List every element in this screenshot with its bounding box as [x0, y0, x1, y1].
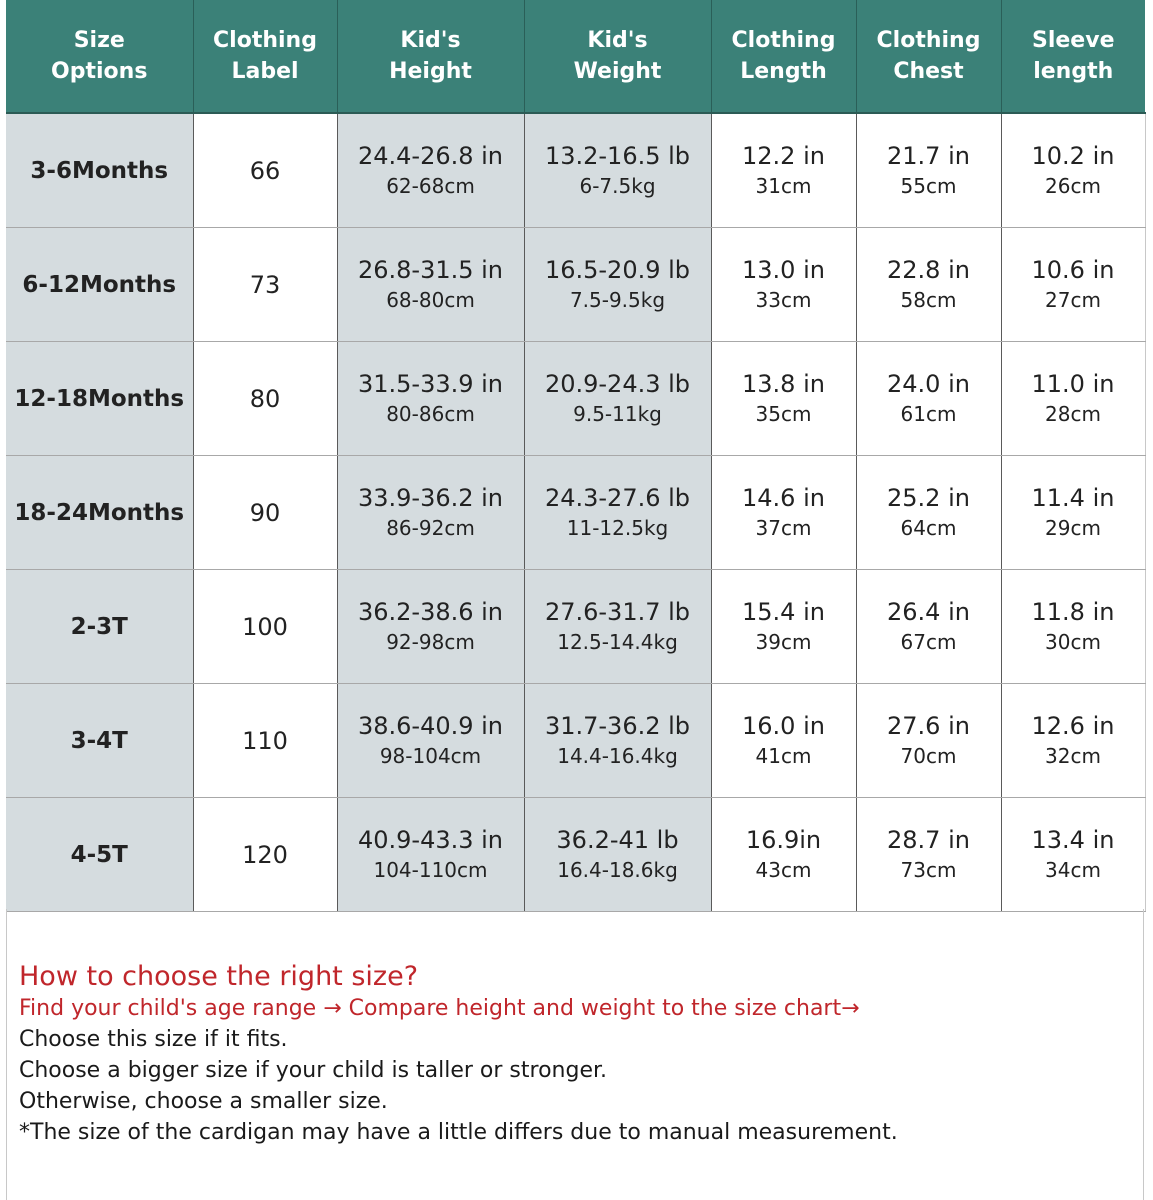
sleeve-in: 11.8 in	[1031, 598, 1115, 626]
size-option-cell: 2-3T	[6, 570, 193, 684]
height-cm: 80-86cm	[386, 402, 475, 426]
height-in: 40.9-43.3 in	[357, 826, 504, 854]
chest-in: 27.6 in	[887, 712, 970, 740]
height-in: 38.6-40.9 in	[357, 712, 504, 740]
notes-steps: Find your child's age range → Compare height and weight to the size chart→	[19, 996, 860, 1021]
sleeve-cell	[1001, 113, 1145, 228]
sleeve-in: 12.6 in	[1031, 712, 1115, 740]
sleeve-cm: 30cm	[1045, 630, 1101, 654]
size-option-cell: 12-18Months	[6, 342, 193, 456]
size-option-cell: 3-6Months	[6, 113, 193, 228]
chest-in: 24.0 in	[887, 370, 970, 398]
chest-cm: 58cm	[900, 288, 957, 312]
length-in: 16.0 in	[742, 712, 825, 740]
clothing-label-cell: 66	[193, 113, 337, 228]
header-kids-weight: Kid's Weight	[524, 0, 711, 113]
size-option-cell: 18-24Months	[6, 456, 193, 570]
size-guide-notes	[6, 909, 1144, 1200]
height-cell	[337, 113, 524, 228]
sleeve-cm: 27cm	[1045, 288, 1101, 312]
size-option-cell: 6-12Months	[6, 228, 193, 342]
weight-lb: 13.2-16.5 lb	[544, 142, 691, 170]
length-cm: 33cm	[755, 288, 812, 312]
header-size-options: Size Options	[6, 0, 193, 113]
chest-in: 28.7 in	[887, 826, 970, 854]
table-row	[6, 228, 1145, 342]
weight-kg: 12.5-14.4kg	[557, 630, 678, 654]
length-cm: 39cm	[755, 630, 812, 654]
weight-lb: 20.9-24.3 lb	[544, 370, 691, 398]
chest-cm: 61cm	[900, 402, 957, 426]
table-row	[6, 113, 1145, 228]
chest-cm: 64cm	[900, 516, 957, 540]
chest-in: 25.2 in	[887, 484, 970, 512]
height-cell	[337, 228, 524, 342]
chest-cell	[856, 798, 1001, 912]
height-cell	[337, 798, 524, 912]
sleeve-in: 10.6 in	[1031, 256, 1115, 284]
height-in: 36.2-38.6 in	[357, 598, 504, 626]
length-cell	[711, 113, 856, 228]
height-cm: 62-68cm	[386, 174, 475, 198]
length-cell	[711, 570, 856, 684]
length-cm: 31cm	[755, 174, 812, 198]
chest-cell	[856, 570, 1001, 684]
sleeve-cell	[1001, 228, 1145, 342]
table-row	[6, 570, 1145, 684]
weight-cell	[524, 570, 711, 684]
length-cell	[711, 342, 856, 456]
height-cell	[337, 456, 524, 570]
height-cm: 92-98cm	[386, 630, 475, 654]
header-sleeve-length: Sleeve length	[1001, 0, 1145, 113]
length-in: 12.2 in	[742, 142, 825, 170]
table-row	[6, 456, 1145, 570]
header-row	[6, 0, 1145, 113]
chest-cell	[856, 342, 1001, 456]
sleeve-cell	[1001, 342, 1145, 456]
size-option-cell: 4-5T	[6, 798, 193, 912]
notes-line: *The size of the cardigan may have a little differs due to manual measurement.	[19, 1120, 898, 1145]
height-cm: 104-110cm	[373, 858, 488, 882]
weight-kg: 9.5-11kg	[573, 402, 662, 426]
header-kids-height: Kid's Height	[337, 0, 524, 113]
table-row	[6, 798, 1145, 912]
height-cell	[337, 342, 524, 456]
weight-kg: 16.4-18.6kg	[557, 858, 678, 882]
clothing-label-cell: 110	[193, 684, 337, 798]
header-clothing-chest: Clothing Chest	[856, 0, 1001, 113]
length-in: 15.4 in	[742, 598, 825, 626]
chest-cm: 70cm	[900, 744, 957, 768]
weight-kg: 7.5-9.5kg	[569, 288, 666, 312]
length-cm: 43cm	[755, 858, 812, 882]
length-in: 16.9in	[745, 826, 822, 854]
sleeve-cell	[1001, 570, 1145, 684]
height-cm: 98-104cm	[379, 744, 482, 768]
sleeve-cm: 32cm	[1045, 744, 1101, 768]
weight-lb: 27.6-31.7 lb	[544, 598, 691, 626]
sleeve-in: 11.4 in	[1031, 484, 1115, 512]
sleeve-in: 10.2 in	[1031, 142, 1115, 170]
sleeve-cm: 29cm	[1045, 516, 1101, 540]
clothing-label-cell: 80	[193, 342, 337, 456]
weight-cell	[524, 798, 711, 912]
height-cell	[337, 684, 524, 798]
length-in: 13.0 in	[742, 256, 825, 284]
weight-cell	[524, 113, 711, 228]
weight-cell	[524, 456, 711, 570]
weight-cell	[524, 684, 711, 798]
sleeve-cm: 28cm	[1045, 402, 1101, 426]
weight-cell	[524, 228, 711, 342]
clothing-label-cell: 120	[193, 798, 337, 912]
chest-cell	[856, 228, 1001, 342]
sleeve-in: 11.0 in	[1031, 370, 1115, 398]
sleeve-cell	[1001, 798, 1145, 912]
length-cell	[711, 798, 856, 912]
sleeve-cell	[1001, 456, 1145, 570]
table-row	[6, 684, 1145, 798]
notes-line: Otherwise, choose a smaller size.	[19, 1089, 388, 1114]
length-cell	[711, 684, 856, 798]
length-cell	[711, 456, 856, 570]
height-cm: 68-80cm	[386, 288, 475, 312]
sleeve-cell	[1001, 684, 1145, 798]
table-row	[6, 342, 1145, 456]
header-clothing-length: Clothing Length	[711, 0, 856, 113]
clothing-label-cell: 73	[193, 228, 337, 342]
length-in: 13.8 in	[742, 370, 825, 398]
clothing-label-cell: 90	[193, 456, 337, 570]
weight-cell	[524, 342, 711, 456]
height-cell	[337, 570, 524, 684]
weight-lb: 36.2-41 lb	[556, 826, 679, 854]
height-in: 26.8-31.5 in	[357, 256, 504, 284]
chest-cell	[856, 113, 1001, 228]
length-cell	[711, 228, 856, 342]
weight-kg: 11-12.5kg	[566, 516, 669, 540]
height-cm: 86-92cm	[386, 516, 475, 540]
chest-in: 26.4 in	[887, 598, 970, 626]
header-clothing-label: Clothing Label	[193, 0, 337, 113]
size-option-cell: 3-4T	[6, 684, 193, 798]
chest-cm: 67cm	[900, 630, 957, 654]
notes-heading: How to choose the right size?	[19, 961, 419, 992]
chest-cell	[856, 456, 1001, 570]
size-chart	[6, 0, 1145, 912]
clothing-label-cell: 100	[193, 570, 337, 684]
height-in: 24.4-26.8 in	[357, 142, 504, 170]
weight-lb: 16.5-20.9 lb	[544, 256, 691, 284]
length-cm: 35cm	[755, 402, 812, 426]
length-cm: 41cm	[755, 744, 812, 768]
sleeve-cm: 34cm	[1045, 858, 1101, 882]
chest-cell	[856, 684, 1001, 798]
size-table	[6, 0, 1146, 912]
chest-in: 21.7 in	[887, 142, 970, 170]
height-in: 33.9-36.2 in	[357, 484, 504, 512]
notes-line: Choose this size if it fits.	[19, 1027, 288, 1052]
weight-lb: 31.7-36.2 lb	[544, 712, 691, 740]
weight-kg: 14.4-16.4kg	[557, 744, 678, 768]
weight-lb: 24.3-27.6 lb	[544, 484, 691, 512]
weight-kg: 6-7.5kg	[579, 174, 656, 198]
notes-line: Choose a bigger size if your child is taller or stronger.	[19, 1058, 607, 1083]
chest-cm: 73cm	[900, 858, 957, 882]
height-in: 31.5-33.9 in	[357, 370, 504, 398]
length-in: 14.6 in	[742, 484, 825, 512]
sleeve-in: 13.4 in	[1031, 826, 1115, 854]
sleeve-cm: 26cm	[1045, 174, 1101, 198]
length-cm: 37cm	[755, 516, 812, 540]
chest-cm: 55cm	[900, 174, 957, 198]
chest-in: 22.8 in	[887, 256, 970, 284]
